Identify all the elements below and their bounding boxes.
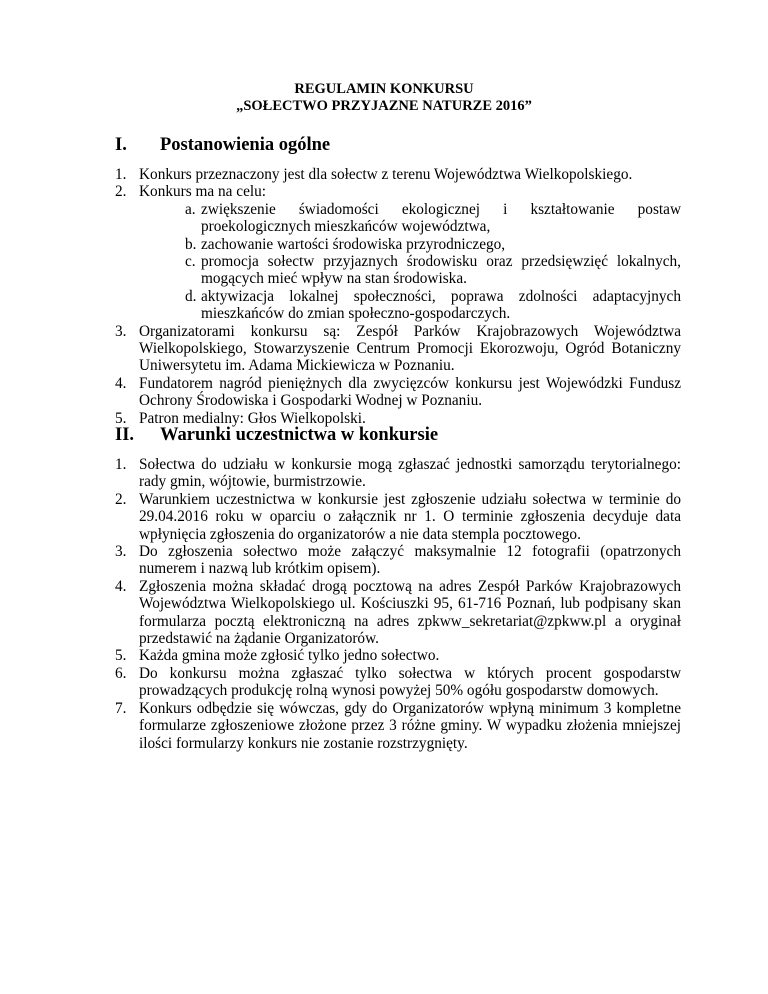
list-item-text: Sołectwa do udziału w konkursie mogą zgłaszać jednostki samorządu terytorialnego: rady gmin, wójtowie, burmistrzowie. xyxy=(139,456,681,491)
list-item xyxy=(115,543,681,578)
list-marker: 4. xyxy=(115,374,127,392)
list-marker: 1. xyxy=(115,166,127,183)
list-item xyxy=(115,665,681,700)
list-marker: 5. xyxy=(115,409,127,427)
document-title-line-2: „SOŁECTWO PRZYJAZNE NATURZE 2016” xyxy=(236,98,532,114)
list-item xyxy=(115,456,681,491)
list-marker: 2. xyxy=(115,183,127,201)
section-1-sublist xyxy=(139,201,681,323)
list-item-text: Do konkursu można zgłaszać tylko sołectwa w których procent gospodarstw prowadzących produkcję rolną wynosi powyżej 50% ogółu gospodarstw domowych. xyxy=(139,664,681,700)
section-2-number: II. xyxy=(115,425,135,445)
list-item-text: Zgłoszenia można składać drogą pocztową na adres Zespół Parków Krajobrazowych Województwa Wielkopolskiego ul. Kościuszki 95, 61-716 Poznań, lub podpisany skan formularza pocztą elektroniczną na adres zpkww_sekretariat@zpkww.pl a oryginał przedstawić na żądanie Organizatorów. xyxy=(139,577,681,648)
list-item-text: Konkurs przeznaczony jest dla sołectw z terenu Województwa Wielkopolskiego. xyxy=(139,166,633,183)
list-item xyxy=(115,375,681,410)
list-marker: 7. xyxy=(115,699,127,717)
sub-list-item-text: promocja sołectw przyjaznych środowisku oraz przedsięwzięć lokalnych, mogących mieć wpływ na stan środowiska. xyxy=(201,253,681,288)
list-marker: 6. xyxy=(115,664,127,682)
list-item-text: Konkurs ma na celu: xyxy=(139,183,267,201)
sub-list-marker: d. xyxy=(185,287,197,305)
sub-list-item-text: zachowanie wartości środowiska przyrodniczego, xyxy=(201,235,506,253)
list-item-text: Każda gmina może zgłosić tylko jedno sołectwo. xyxy=(139,647,440,665)
section-1-title: Postanowienia ogólne xyxy=(160,135,331,155)
list-item xyxy=(115,578,681,648)
list-marker: 1. xyxy=(115,456,127,473)
list-marker: 3. xyxy=(115,543,127,561)
list-item xyxy=(115,183,681,322)
list-marker: 3. xyxy=(115,322,127,340)
list-marker: 2. xyxy=(115,490,127,508)
sub-list-item xyxy=(185,236,681,253)
sub-list-item-text: aktywizacja lokalnej społeczności, poprawa zdolności adaptacyjnych mieszkańców do zmian społeczno-gospodarczych. xyxy=(201,287,681,323)
list-marker: 4. xyxy=(115,577,127,595)
sub-list-marker: c. xyxy=(185,253,196,271)
sub-list-item-text: zwiększenie świadomości ekologicznej i kształtowanie postaw proekologicznych mieszkańców województwa, xyxy=(201,200,681,236)
section-2-title: Warunki uczestnictwa w konkursie xyxy=(160,425,439,445)
list-item xyxy=(115,323,681,375)
sub-list-marker: a. xyxy=(185,200,196,218)
list-marker: 5. xyxy=(115,647,127,665)
section-1-list xyxy=(115,166,681,427)
document-title-line-1: REGULAMIN KONKURSU xyxy=(294,81,474,97)
section-2-list xyxy=(115,456,681,752)
section-1-number: I. xyxy=(115,135,127,155)
list-item-text: Organizatorami konkursu są: Zespół Parków Krajobrazowych Województwa Wielkopolskiego, Stowarzyszenie Centrum Promocji Ekorozwoju, Ogród Botaniczny Uniwersytetu im. Adama Mickiewicza w Poznaniu. xyxy=(139,322,681,375)
list-item-text: Fundatorem nagród pieniężnych dla zwycięzców konkursu jest Wojewódzki Fundusz Ochrony Środowiska i Gospodarki Wodnej w Poznaniu. xyxy=(139,374,681,410)
list-item xyxy=(115,647,681,664)
list-item-text: Do zgłoszenia sołectwo może załączyć maksymalnie 12 fotografii (opatrzonych numerem i nazwą lub krótkim opisem). xyxy=(139,543,681,578)
sub-list-item xyxy=(185,253,681,288)
list-item xyxy=(115,700,681,752)
list-item-text: Warunkiem uczestnictwa w konkursie jest zgłoszenie udziału sołectwa w terminie do 29.04.2016 roku w oparciu o załącznik nr 1. O terminie zgłoszenia decyduje data wpłynięcia zgłoszenia do organizatorów a nie data stempla pocztowego. xyxy=(139,490,681,543)
sub-list-marker: b. xyxy=(185,235,197,253)
list-item-text: Konkurs odbędzie się wówczas, gdy do Organizatorów wpłyną minimum 3 kompletne formularze zgłoszeniowe złożone przez 3 różne gminy. W wypadku złożenia mniejszej ilości formularzy konkurs nie zostanie rozstrzygnięty. xyxy=(139,699,681,752)
sub-list-item xyxy=(185,288,681,323)
list-item-text: Patron medialny: Głos Wielkopolski. xyxy=(139,409,366,427)
list-item xyxy=(115,166,681,183)
sub-list-item xyxy=(185,201,681,236)
list-item xyxy=(115,491,681,543)
